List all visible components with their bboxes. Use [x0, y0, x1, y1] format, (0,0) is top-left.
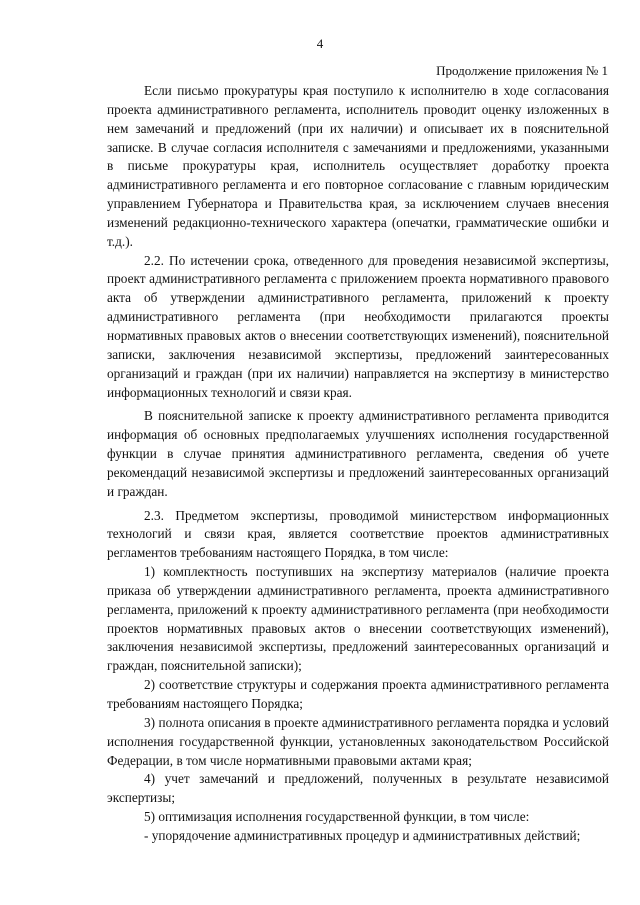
list-subitem-procedures: - упорядочение административных процедур и административных действий;: [144, 827, 581, 843]
page-number: 4: [316, 36, 324, 51]
paragraph-2-3: 2.3. Предметом экспертизы, проводимой министерством информационных технологий и связи края, является соответствие проектов административных регламентов требованиям настоящего Порядка, в том числе:: [107, 507, 609, 561]
list-item-4-comments: 4) учет замечаний и предложений, полученных в результате независимой экспертизы;: [107, 771, 609, 806]
paragraph-2-2: 2.2. По истечении срока, отведенного для проведения независимой экспертизы, проект административного регламента с приложением проекта нормативного правового акта об утверждении административного регламента, приложений к проекту административного регламента (при необходимости прилагаются проекты нормативных правовых актов о внесении соответствующих изменений), пояснительной записки, заключения независимой экспертизы, предложений заинтересованных организаций и граждан (при их наличии) направляется на экспертизу в министерство информационных технологий и связи края.: [107, 252, 609, 400]
list-item-1-completeness: 1) комплектность поступивших на экспертизу материалов (наличие проекта приказа об утверждении административного регламента, проекта административного регламента, приложений к проекту административного регламента (при необходимости проектов нормативных правовых актов о внесении соответствующих изменений), заключения независимой экспертизы, предложений заинтересованных организаций и граждан, пояснительной записки);: [107, 564, 609, 674]
list-item-5-optimization: 5) оптимизация исполнения государственной функции, в том числе:: [144, 809, 530, 825]
appendix-continuation-note: Продолжение приложения № 1: [436, 63, 608, 78]
paragraph-explanatory-note: В пояснительной записке к проекту административного регламента приводится информация об основных предполагаемых улучшениях исполнения государственной функции в случае принятия административного регламента, сведения об учете рекомендаций независимой экспертизы и предложений заинтересованных организаций и граждан.: [107, 408, 609, 499]
list-item-3-completeness-of-description: 3) полнота описания в проекте административного регламента порядка и условий исполнения государственной функции, установленных законодательством Российской Федерации, в том числе нормативными правовыми актами края;: [107, 714, 609, 768]
document-body: [107, 82, 609, 846]
list-item-2-structure: 2) соответствие структуры и содержания проекта административного регламента требованиям настоящего Порядка;: [107, 677, 609, 711]
paragraph-prosecutor-letter: Если письмо прокуратуры края поступило к исполнителю в ходе согласования проекта административного регламента, исполнитель проводит оценку изложенных в нем замечаний и предложений (при их наличии) и описывает их в пояснительной записке. В случае согласия исполнителя с замечаниями и предложениями, указанными в письме прокуратуры края, исполнитель осуществляет доработку проекта административного регламента и его повторное согласование с главным юридическим управлением Губернатора и Правительства края, за исключением случаев внесения изменений редакционно-технического характера (опечатки, грамматические ошибки и т.д.).: [107, 83, 609, 249]
